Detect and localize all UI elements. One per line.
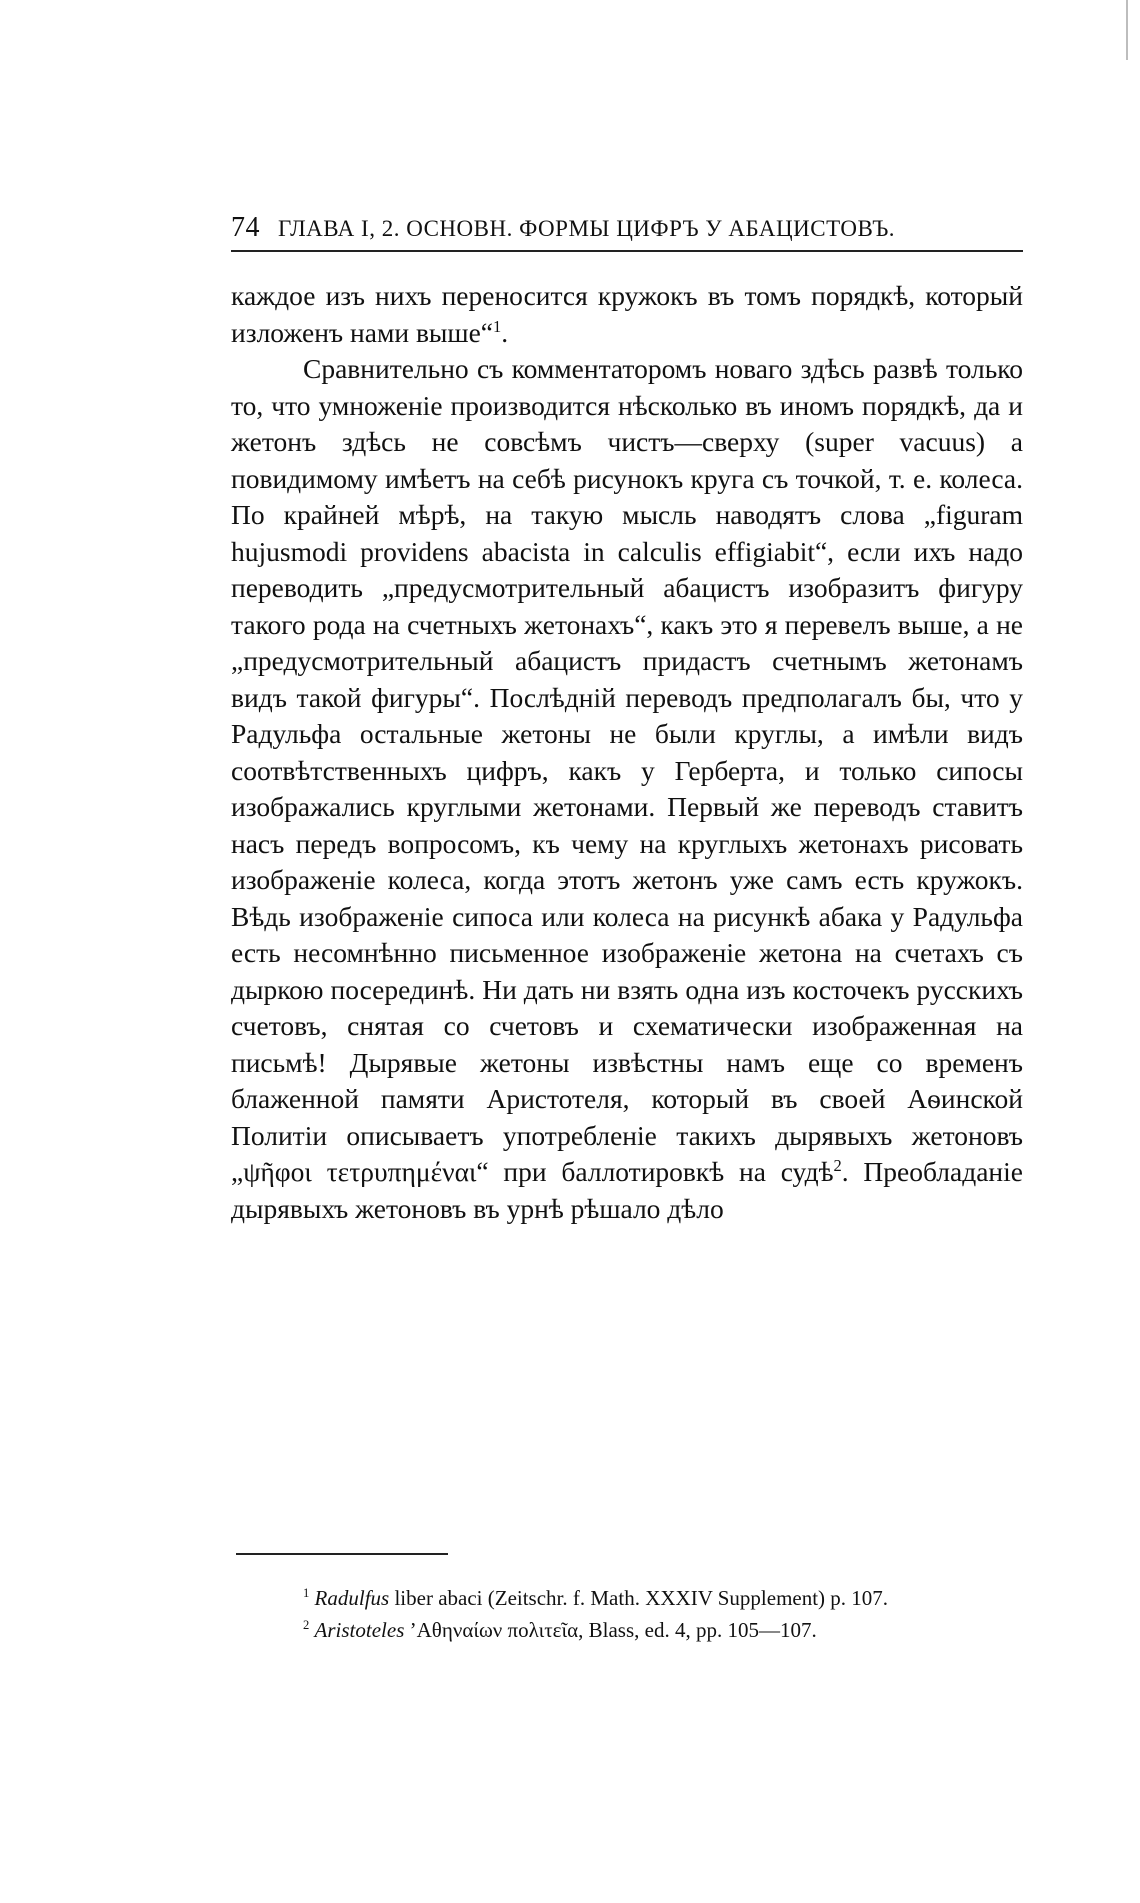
page-number: 74 [231,212,260,243]
footnote-1-mark: 1 [303,1586,310,1600]
header-rule [231,250,1023,252]
footnote-ref-2: 2 [833,1155,842,1175]
footnote-2-text: ’Αθηναίων πολιτεῖα, Blass, ed. 4, pp. 105—107. [404,1618,817,1642]
footnotes [231,1582,1023,1646]
book-page [231,0,1023,1903]
footnote-2-author: Aristoteles [314,1618,405,1642]
footnote-2-mark: 2 [303,1618,310,1632]
scan-edge-mark [1126,0,1128,60]
paragraph-2-text-b: . Преобладаніе дырявыхъ жетоновъ въ урнѣ рѣшало дѣло [231,1156,1023,1224]
running-title: ГЛАВА I, 2. ОСНОВН. ФОРМЫ ЦИФРЪ У АБАЦИСТОВЪ. [278,216,896,241]
paragraph-2 [231,351,1023,1227]
paragraph-1-text: каждое изъ нихъ переносится кружокъ въ томъ порядкѣ, который изложенъ нами выше“ [231,280,1023,348]
footnote-rule [236,1553,448,1555]
paragraph-1: каждое изъ нихъ переносится кружокъ въ томъ порядкѣ, который изложенъ нами выше“$^1$. [231,280,1023,348]
footnote-1 [231,1582,1023,1614]
paragraph-2-text-a: Сравнительно съ комментаторомъ новаго здѣсь развѣ только то, что умноженіе производится нѣсколько въ иномъ порядкѣ, да и жетонъ здѣсь не совсѣмъ чистъ—сверху (super vacuus) а повидимому имѣетъ на себѣ рисунокъ круга съ точкой, т. е. колеса. По крайней мѣрѣ, на такую мысль наводятъ слова „figuram hujusmodi providens abacista in calculis effigiabit“, если ихъ надо переводить „предусмотрительный абацистъ изобразитъ фигуру такого рода на счетныхъ жетонахъ“, какъ это я перевелъ выше, а не „предусмотрительный абацистъ придастъ счетнымъ жетонамъ видъ такой фигуры“. Послѣдній переводъ предполагалъ бы, что у Радульфа остальные жетоны не были круглы, а имѣли видъ соотвѣтственныхъ цифръ, какъ у Герберта, и только сипосы изображались круглыми жетонами. Первый же переводъ ставитъ насъ передъ вопросомъ, къ чему на круглыхъ жетонахъ рисовать изображеніе колеса, когда этотъ жетонъ уже самъ есть кружокъ. Вѣдь изображеніе сипоса или колеса на рисункѣ абака у Радульфа есть несомнѣнно письменное изображеніе жетона на счетахъ съ дыркою посерединѣ. Ни дать ни взять одна изъ косточекъ русскихъ счетовъ, снятая со счетовъ и схематически изображенная на письмѣ! Дырявые жетоны извѣстны намъ еще со временъ блаженной памяти Аристотеля, который въ своей Аѳинской Политіи описываетъ употребленіе такихъ дырявыхъ жетоновъ „ψῆφοι τετρυπημέναι“ при баллотировкѣ на судѣ [231,353,1023,1187]
running-header [231,208,1023,248]
footnote-ref-1: 1 [493,316,502,336]
footnote-1-text: liber abaci (Zeitschr. f. Math. XXXIV Supplement) p. 107. [389,1586,889,1610]
footnote-1-author: Radulfus [314,1586,390,1610]
footnote-2 [231,1614,1023,1646]
main-text [231,278,1023,1227]
